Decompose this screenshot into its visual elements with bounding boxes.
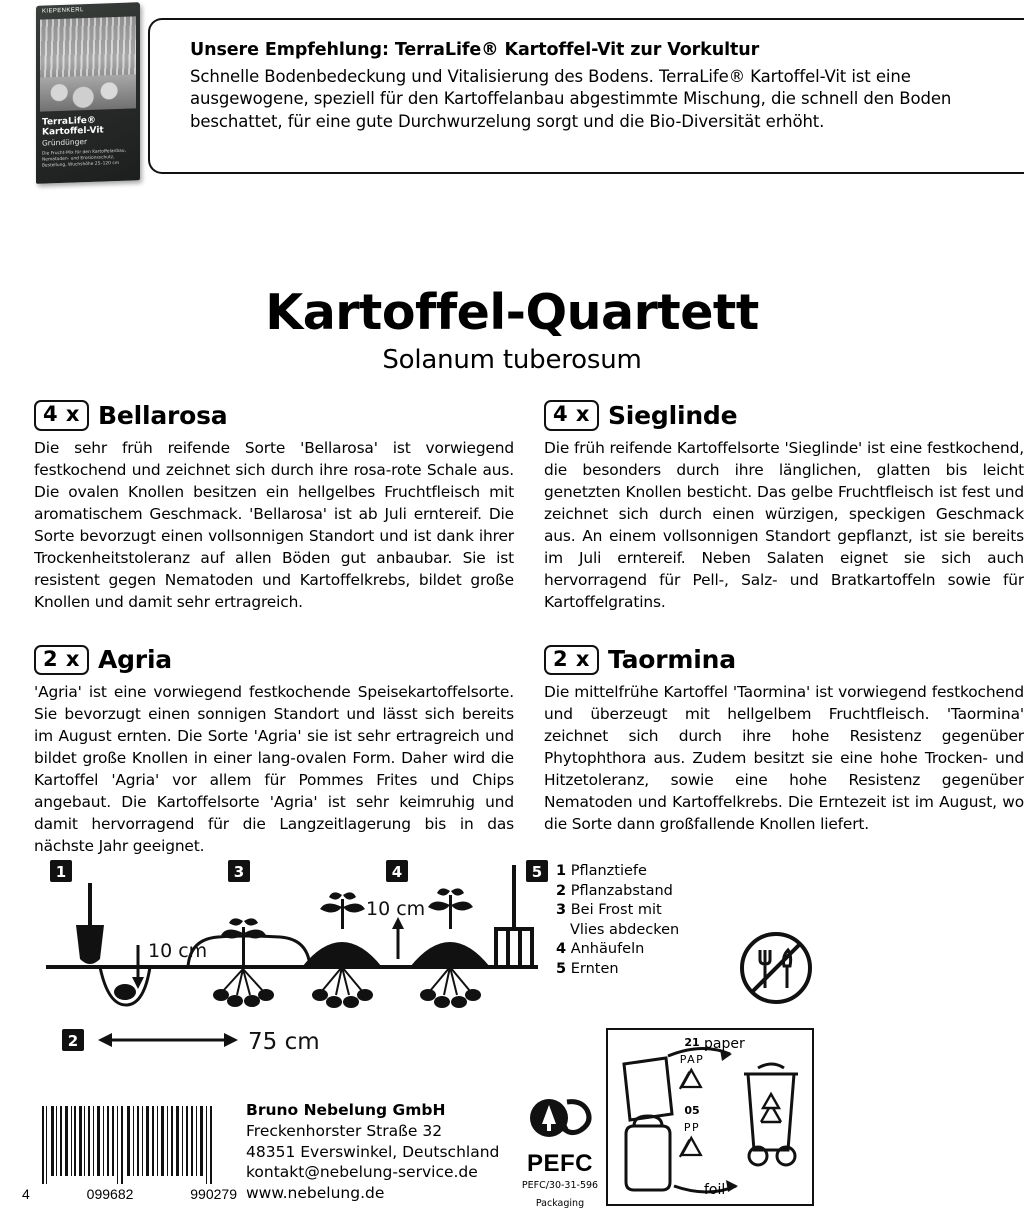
recycling-code-text: PP bbox=[683, 1121, 701, 1134]
legend-number: 5 bbox=[556, 960, 567, 977]
variety-name: Agria bbox=[97, 645, 172, 675]
variety-description: Die früh reifende Kartoffelsorte 'Sieglinde' ist eine festkochend, die besonders durch ihre länglichen, glatten bis leicht genetzten Knollen besticht. Das gelbe Fruchtfleisch ist fest und zeichnet sich durch einen würzigen, speckigen Geschmack aus. An einem vollsonnigen Standort gepflanzt, ist sie bereits im Juli erntereif. Neben Salaten eignet sie sich auch hervorragend für Pell-, Salz- und Bratkartoffeln sowie für Kartoffelgratins. bbox=[544, 438, 1024, 611]
company-address bbox=[246, 1100, 499, 1204]
brand-logo: KIEPENKERL bbox=[42, 7, 84, 15]
variety-name: Taormina bbox=[607, 645, 736, 675]
varieties-section bbox=[34, 400, 1024, 857]
step-number-4: 4 bbox=[391, 863, 403, 881]
legend-number: 2 bbox=[556, 882, 567, 899]
legend-item bbox=[556, 921, 679, 941]
product-pack-image bbox=[28, 0, 148, 190]
variety-header bbox=[34, 400, 514, 431]
variety-header bbox=[544, 645, 1024, 676]
barcode-digits bbox=[22, 1186, 237, 1202]
product-bag bbox=[36, 2, 140, 184]
recycling-code-number: 05 bbox=[684, 1104, 700, 1117]
company-street: Freckenhorster Straße 32 bbox=[246, 1121, 443, 1140]
company-name: Bruno Nebelung GmbH bbox=[246, 1101, 446, 1119]
legend-item bbox=[556, 901, 679, 921]
planting-diagram-svg bbox=[30, 855, 550, 1085]
company-website: www.nebelung.de bbox=[246, 1184, 385, 1203]
variety-description: 'Agria' ist eine vorwiegend festkochende Speisekartoffelsorte. Sie bevorzugt einen sonnigen Standort und lässt sich bereits im August ernten. Die Sorte 'Agria' sie ist sehr ertragreich und bildet große Knollen in einer lang-ovalen Form. Daher wird die Kartoffel 'Agria' vor allem für Pommes Frites und Chips angebaut. Die Kartoffelsorte 'Agria' ist sehr keimruhig und damit hervorragend für die Langzeitlagerung bis in das nächste Jahr geeignet. bbox=[34, 683, 514, 856]
recycling-code-plastic bbox=[670, 1104, 714, 1174]
variety-name: Sieglinde bbox=[607, 400, 738, 430]
recycling-code-paper bbox=[670, 1036, 714, 1106]
bag-smallprint: Die Frucht-Mix für den Kartoffelanbau, Nematoden- und Erosionsschutz, Bestellung, Wuchshöhe 25–120 cm bbox=[42, 148, 126, 169]
variety-sieglinde bbox=[544, 400, 1024, 613]
page-title-block bbox=[0, 284, 1024, 375]
variety-agria bbox=[34, 645, 514, 858]
bag-photo bbox=[40, 16, 136, 111]
pefc-wordmark: PEFC bbox=[526, 1150, 593, 1177]
legend-number: 1 bbox=[556, 863, 567, 879]
step-number-3: 3 bbox=[233, 863, 245, 881]
company-city: 48351 Everswinkel, Deutschland bbox=[246, 1142, 500, 1161]
legend-item bbox=[556, 960, 679, 980]
variety-quantity-badge: 4 x bbox=[34, 400, 89, 431]
barcode bbox=[34, 1106, 224, 1184]
variety-description: Die mittelfrühe Kartoffel 'Taormina' ist vorwiegend festkochend und überzeugt mit hellgelbem Fruchtfleisch. 'Taormina' zeichnet sich durch ihre hohe Resistenz gegenüber Phytophthora aus. Zudem besitzt sie eine hohe Trocken- und Hitzetoleranz, sowie eine hohe Resistenz gegenüber Nematoden und Kartoffelkrebs. Die Erntezeit ist im August, wo die Sorte dann großfallende Knollen liefert. bbox=[544, 683, 1024, 834]
legend-item bbox=[556, 882, 679, 902]
page-title: Kartoffel-Quartett bbox=[265, 284, 759, 341]
pefc-code: PEFC/30-31-596 bbox=[521, 1180, 599, 1191]
recommendation-text: Schnelle Bodenbedeckung und Vitalisierung des Bodens. TerraLife® Kartoffel-Vit ist eine ausgewogene, speziell für den Kartoffelanbau abgestimmte Mischung, die schnell den Boden beschattet, für eine gute Durchwurzelung sorgt und die Bio-Diversität erhöht. bbox=[190, 67, 952, 131]
recycling-instructions bbox=[606, 1028, 814, 1206]
recycling-code-text: PAP bbox=[679, 1053, 705, 1066]
legend-text: Bei Frost mit bbox=[570, 902, 662, 919]
plant-spacing-label: 75 cm bbox=[248, 1029, 320, 1055]
legend-text: Ernten bbox=[570, 960, 619, 977]
variety-name: Bellarosa bbox=[97, 400, 228, 430]
pefc-packaging-label: Packaging bbox=[535, 1198, 585, 1209]
variety-taormina bbox=[544, 645, 1024, 858]
diagram-legend bbox=[556, 862, 679, 979]
recycling-code-number: 21 bbox=[684, 1036, 700, 1049]
legend-item bbox=[556, 940, 679, 960]
recycling-paper-label: paper bbox=[704, 1036, 745, 1052]
variety-bellarosa bbox=[34, 400, 514, 613]
step-number-5: 5 bbox=[531, 863, 543, 881]
bag-product-subtitle: Gründünger bbox=[42, 137, 88, 148]
legend-text: Vlies abdecken bbox=[570, 921, 680, 938]
legend-text: Anhäufeln bbox=[570, 941, 645, 958]
variety-header bbox=[34, 645, 514, 676]
variety-quantity-badge: 2 x bbox=[544, 645, 599, 676]
recycling-foil-label: foil bbox=[704, 1182, 726, 1198]
variety-header bbox=[544, 400, 1024, 431]
not-for-consumption-icon bbox=[738, 930, 814, 1006]
planting-diagram bbox=[30, 855, 550, 1085]
legend-item bbox=[556, 862, 679, 882]
legend-number: 3 bbox=[556, 902, 567, 919]
varieties-row-2 bbox=[34, 645, 1024, 858]
botanical-name: Solanum tuberosum bbox=[382, 345, 642, 375]
legend-text: Pflanzabstand bbox=[570, 882, 673, 899]
barcode-digit-group: 4 bbox=[22, 1186, 30, 1202]
variety-quantity-badge: 2 x bbox=[34, 645, 89, 676]
variety-quantity-badge: 4 x bbox=[544, 400, 599, 431]
pefc-tree-icon bbox=[525, 1098, 595, 1148]
varieties-row-1 bbox=[34, 400, 1024, 613]
legend-text: Pflanztiefe bbox=[570, 863, 647, 879]
step-number-2: 2 bbox=[67, 1032, 79, 1050]
barcode-digit-group: 099682 bbox=[86, 1186, 134, 1202]
barcode-digit-group: 990279 bbox=[190, 1186, 237, 1202]
planting-depth-label: 10 cm bbox=[148, 940, 208, 962]
recommendation-title: Unsere Empfehlung: TerraLife® Kartoffel-Vit zur Vorkultur bbox=[190, 40, 760, 60]
recommendation-banner bbox=[0, 0, 1024, 200]
step-number-1: 1 bbox=[55, 863, 67, 881]
recommendation-box bbox=[148, 18, 1024, 174]
company-email: kontakt@nebelung-service.de bbox=[246, 1163, 478, 1182]
bag-product-name: TerraLife® Kartoffel-Vit bbox=[42, 115, 104, 138]
variety-description: Die sehr früh reifende Sorte 'Bellarosa' ist vorwiegend festkochend und zeichnet sich durch ihre rosa-rote Schale aus. Die ovalen Knollen besitzen ein hellgelbes Fruchtfleisch mit aromatischem Geschmack. 'Bellarosa' ist ab Juli erntereif. Die Sorte bevorzugt einen vollsonnigen Standort und ist dank ihrer Trockenheitstoleranz auf allen Böden gut anbaubar. Sie ist resistent gegen Nematoden und Kartoffelkrebs, bildet große Knollen und damit sehr ertragreich. bbox=[34, 438, 514, 611]
legend-number: 4 bbox=[556, 941, 567, 958]
hilling-height-label: 10 cm bbox=[366, 898, 426, 920]
pefc-logo bbox=[500, 1098, 620, 1209]
